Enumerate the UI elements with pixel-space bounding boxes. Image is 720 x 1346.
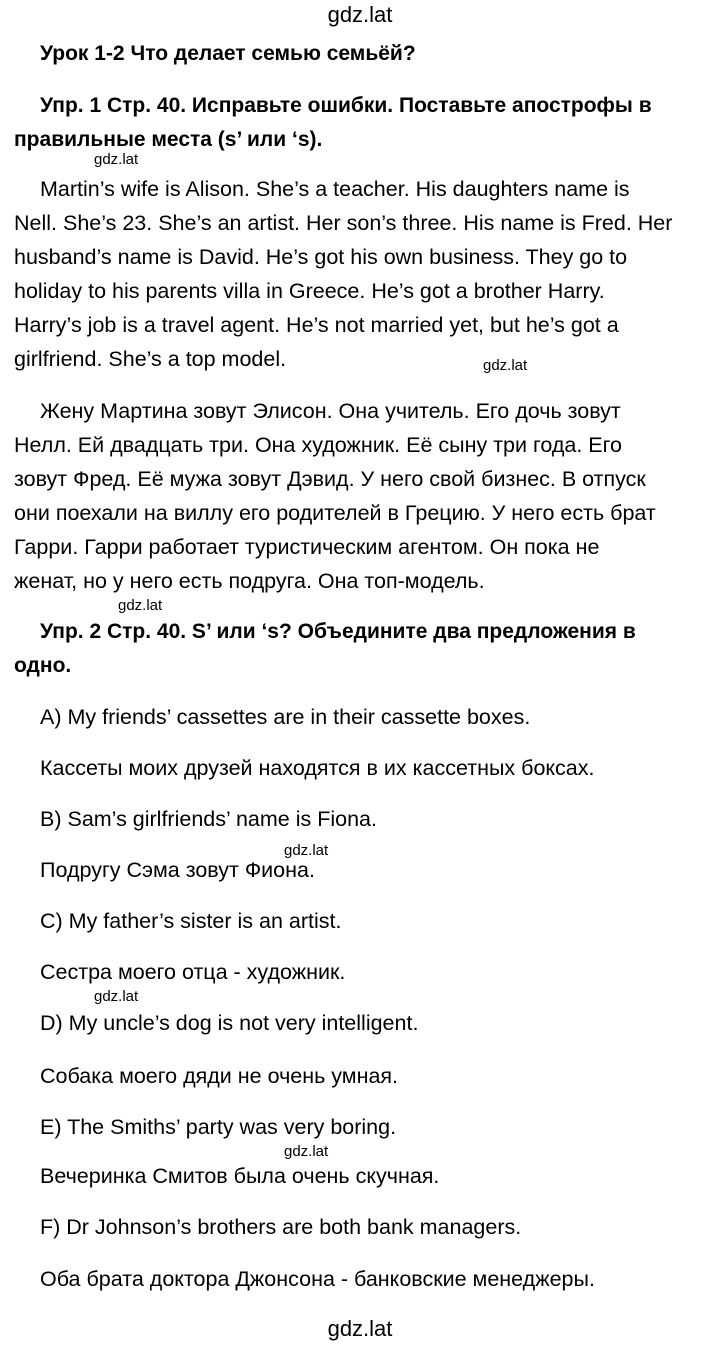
watermark-bottom: gdz.lat: [327, 1316, 393, 1341]
item-english: B) Sam’s girlfriends’ name is Fiona.: [40, 807, 377, 831]
item-russian: Подругу Сэма зовут Фиона.: [40, 858, 315, 882]
english-line: Martin’s wife is Alison. She’s a teacher. His daughters name is: [40, 177, 630, 201]
russian-line: они поехали на виллу его родителей в Грецию. У него есть брат: [14, 501, 656, 525]
lesson-title: Урок 1-2 Что делает семью семьёй?: [40, 42, 416, 65]
russian-line: Гарри. Гарри работает туристическим агентом. Он пока не: [14, 535, 600, 559]
russian-line: Нелл. Ей двадцать три. Она художник. Её сыну три года. Его: [14, 433, 622, 457]
english-line: Nell. She’s 23. She’s an artist. Her son’s three. His name is Fred. Her: [14, 211, 673, 235]
watermark: gdz.lat: [118, 597, 163, 614]
russian-line: женат, но у него есть подруга. Она топ-модель.: [14, 569, 485, 593]
watermark: gdz.lat: [94, 151, 139, 168]
english-line: girlfriend. She’s a top model.: [14, 347, 287, 371]
exercise1-heading-line1: Упр. 1 Стр. 40. Исправьте ошибки. Поставьте апострофы в: [40, 94, 652, 117]
watermark: gdz.lat: [284, 842, 329, 859]
exercise2-heading-line1: Упр. 2 Стр. 40. S’ или ‘s? Объедините два предложения в: [40, 620, 636, 643]
item-english: A) My friends’ cassettes are in their cassette boxes.: [40, 705, 531, 729]
item-russian: Кассеты моих друзей находятся в их кассетных боксах.: [40, 756, 595, 780]
english-line: holiday to his parents villa in Greece. He’s got a brother Harry.: [14, 279, 605, 303]
russian-line: зовут Фред. Её мужа зовут Дэвид. У него свой бизнес. В отпуск: [14, 467, 646, 491]
item-english: F) Dr Johnson’s brothers are both bank managers.: [40, 1215, 522, 1239]
russian-line: Жену Мартина зовут Элисон. Она учитель. Его дочь зовут: [40, 399, 621, 423]
watermark-top: gdz.lat: [327, 2, 393, 27]
item-russian: Собака моего дяди не очень умная.: [40, 1064, 399, 1088]
item-english: C) My father’s sister is an artist.: [40, 909, 342, 933]
watermark: gdz.lat: [483, 357, 528, 374]
item-english: D) My uncle’s dog is not very intelligent.: [40, 1011, 419, 1035]
english-line: husband’s name is David. He’s got his own business. They go to: [14, 245, 628, 269]
item-russian: Вечеринка Смитов была очень скучная.: [40, 1164, 440, 1188]
watermark: gdz.lat: [284, 1143, 329, 1160]
item-russian: Сестра моего отца - художник.: [40, 960, 346, 984]
watermark: gdz.lat: [94, 988, 139, 1005]
exercise2-heading-line2: одно.: [14, 654, 72, 677]
item-russian: Оба брата доктора Джонсона - банковские менеджеры.: [40, 1267, 595, 1291]
english-line: Harry’s job is a travel agent. He’s not married yet, but he’s got a: [14, 313, 619, 337]
item-english: E) The Smiths’ party was very boring.: [40, 1115, 397, 1139]
exercise1-heading-line2: правильные места (s’ или ‘s).: [14, 128, 323, 151]
